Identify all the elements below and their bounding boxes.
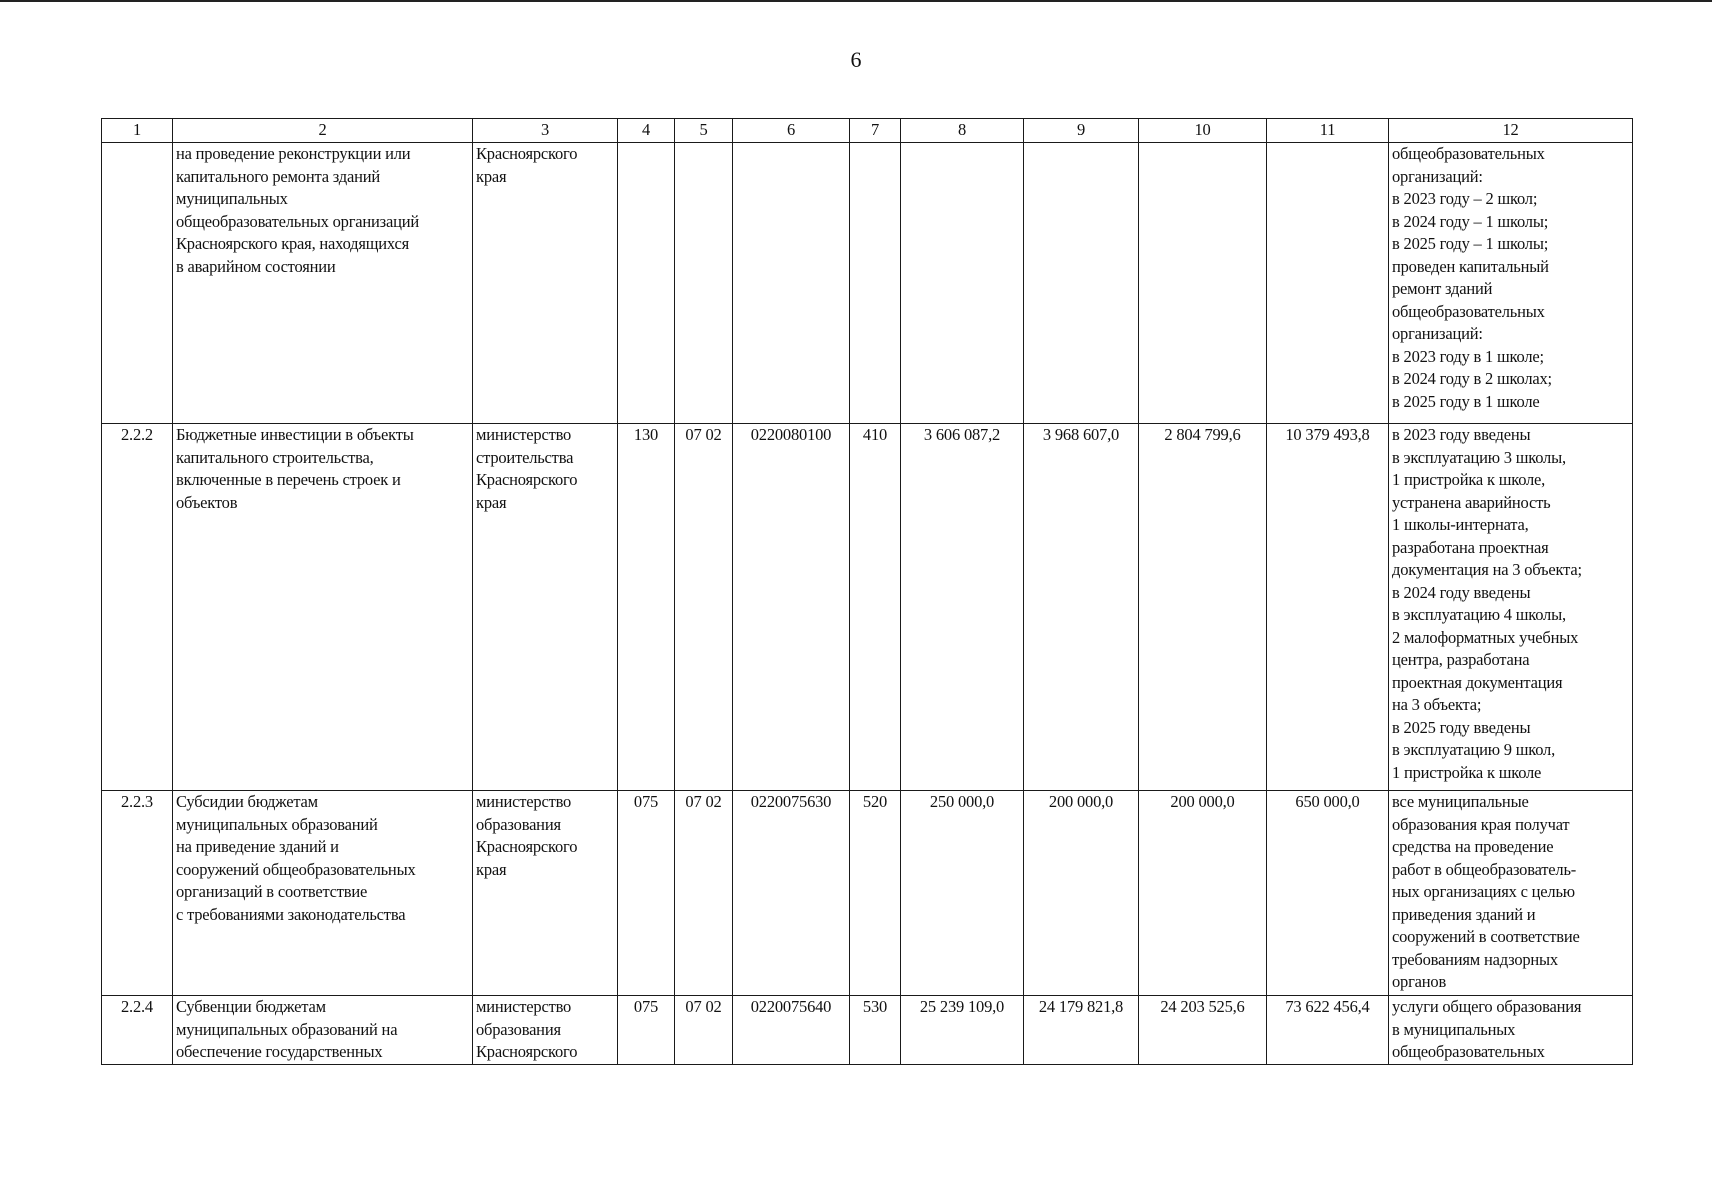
cell-section-code: 07 02	[675, 996, 733, 1065]
cell-executor: министерство строительства Красноярского края	[473, 424, 618, 791]
table-row	[102, 996, 1633, 1065]
cell-amount-2025	[1139, 143, 1267, 424]
header-col-3: 3	[473, 119, 618, 143]
header-col-6: 6	[733, 119, 850, 143]
cell-amount-2023	[901, 143, 1024, 424]
cell-amount-2024	[1024, 143, 1139, 424]
cell-section-code	[675, 143, 733, 424]
cell-item-number: 2.2.3	[102, 791, 173, 996]
cell-measure-name: Субвенции бюджетам муниципальных образований на обеспечение государственных	[173, 996, 473, 1065]
cell-item-number: 2.2.4	[102, 996, 173, 1065]
header-col-8: 8	[901, 119, 1024, 143]
header-col-11: 11	[1267, 119, 1389, 143]
cell-amount-total: 10 379 493,8	[1267, 424, 1389, 791]
cell-executor: министерство образования Красноярского	[473, 996, 618, 1065]
cell-amount-2025: 200 000,0	[1139, 791, 1267, 996]
header-col-1: 1	[102, 119, 173, 143]
cell-expense-type: 530	[850, 996, 901, 1065]
cell-amount-2024: 24 179 821,8	[1024, 996, 1139, 1065]
cell-item-number	[102, 143, 173, 424]
header-col-10: 10	[1139, 119, 1267, 143]
header-col-4: 4	[618, 119, 675, 143]
cell-expected-result: все муниципальные образования края получат средства на проведение работ в общеобразователь- ных организациях с целью приведения зданий и сооружений в соответствие требованиям надзорных органов	[1389, 791, 1633, 996]
table-row	[102, 424, 1633, 791]
cell-measure-name: на проведение реконструкции или капитального ремонта зданий муниципальных общеобразовательных организаций Красноярского края, находящихся в аварийном состоянии	[173, 143, 473, 424]
cell-amount-2023: 3 606 087,2	[901, 424, 1024, 791]
cell-target-article: 0220075630	[733, 791, 850, 996]
table-header-row	[102, 119, 1633, 143]
cell-amount-2025: 2 804 799,6	[1139, 424, 1267, 791]
cell-expense-type	[850, 143, 901, 424]
cell-section-code: 07 02	[675, 424, 733, 791]
cell-amount-2024: 3 968 607,0	[1024, 424, 1139, 791]
cell-amount-2024: 200 000,0	[1024, 791, 1139, 996]
header-col-9: 9	[1024, 119, 1139, 143]
cell-target-article: 0220075640	[733, 996, 850, 1065]
cell-executor: Красноярского края	[473, 143, 618, 424]
cell-target-article	[733, 143, 850, 424]
table-row	[102, 143, 1633, 424]
cell-amount-total: 650 000,0	[1267, 791, 1389, 996]
budget-table	[101, 118, 1633, 1065]
cell-section-code: 07 02	[675, 791, 733, 996]
cell-executor: министерство образования Красноярского края	[473, 791, 618, 996]
cell-expected-result: в 2023 году введены в эксплуатацию 3 школы, 1 пристройка к школе, устранена аварийность 1 школы-интерната, разработана проектная документация на 3 объекта; в 2024 году введены в эксплуатацию 4 школы, 2 малоформатных учебных центра, разработана проектная документация на 3 объекта; в 2025 году введены в эксплуатацию 9 школ, 1 пристройка к школе	[1389, 424, 1633, 791]
table-row	[102, 791, 1633, 996]
cell-expense-type: 410	[850, 424, 901, 791]
cell-measure-name: Субсидии бюджетам муниципальных образований на приведение зданий и сооружений общеобразовательных организаций в соответствие с требованиями законодательства	[173, 791, 473, 996]
header-col-7: 7	[850, 119, 901, 143]
cell-amount-2025: 24 203 525,6	[1139, 996, 1267, 1065]
cell-grbs-code: 075	[618, 791, 675, 996]
cell-grbs-code: 075	[618, 996, 675, 1065]
cell-expected-result: услуги общего образования в муниципальных общеобразовательных	[1389, 996, 1633, 1065]
cell-grbs-code: 130	[618, 424, 675, 791]
cell-item-number: 2.2.2	[102, 424, 173, 791]
cell-amount-total	[1267, 143, 1389, 424]
cell-expected-result: общеобразовательных организаций: в 2023 году – 2 школ; в 2024 году – 1 школы; в 2025 году – 1 школы; проведен капитальный ремонт зданий общеобразовательных организаций: в 2023 году в 1 школе; в 2024 году в 2 школах; в 2025 году в 1 школе	[1389, 143, 1633, 424]
header-col-2: 2	[173, 119, 473, 143]
cell-amount-2023: 250 000,0	[901, 791, 1024, 996]
cell-amount-2023: 25 239 109,0	[901, 996, 1024, 1065]
cell-grbs-code	[618, 143, 675, 424]
cell-measure-name: Бюджетные инвестиции в объекты капитального строительства, включенные в перечень строек и объектов	[173, 424, 473, 791]
header-col-5: 5	[675, 119, 733, 143]
cell-amount-total: 73 622 456,4	[1267, 996, 1389, 1065]
cell-target-article: 0220080100	[733, 424, 850, 791]
header-col-12: 12	[1389, 119, 1633, 143]
cell-expense-type: 520	[850, 791, 901, 996]
top-scan-border	[0, 0, 1712, 2]
page-number: 6	[850, 47, 862, 72]
